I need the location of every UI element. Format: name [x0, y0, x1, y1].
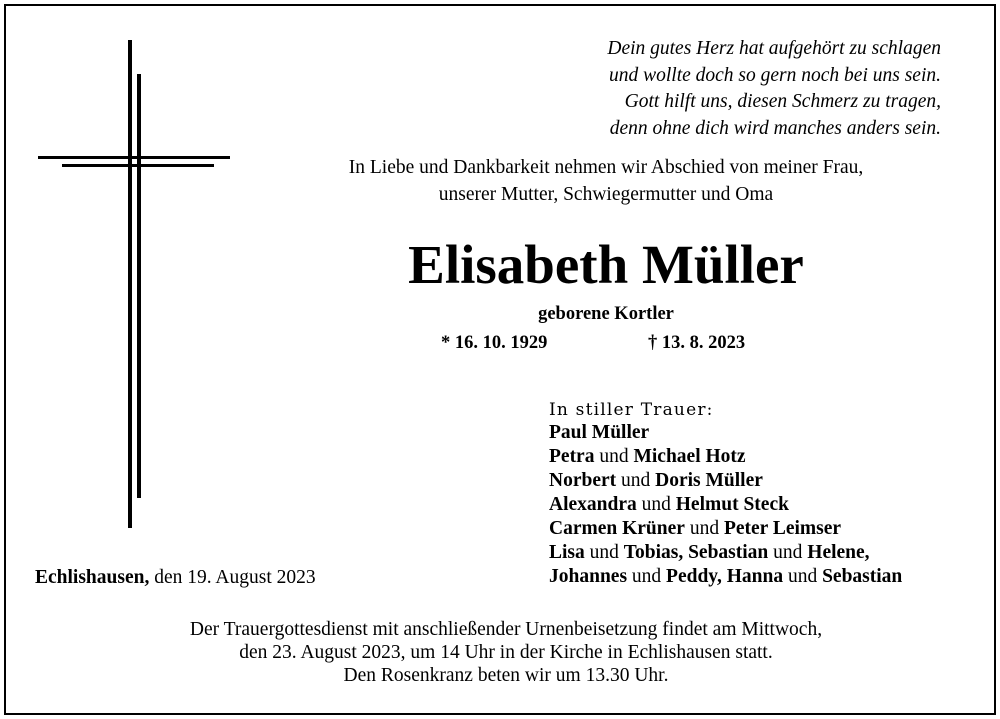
intro-line: In Liebe und Dankbarkeit nehmen wir Abschied von meiner Frau, — [348, 157, 864, 178]
mourner-name: Sebastian — [822, 566, 903, 587]
poem-line: Gott hilft uns, diesen Schmerz zu tragen, — [624, 91, 941, 112]
service-line: den 23. August 2023, um 14 Uhr in der Kirche in Echlishausen statt. — [239, 642, 773, 663]
mourner-name: Lisa — [549, 542, 585, 563]
poem-line: und wollte doch so gern noch bei uns sein. — [608, 64, 941, 86]
mourner-line — [549, 517, 902, 541]
mourner-name: Alexandra — [549, 494, 637, 515]
mourner-name: Doris Müller — [655, 470, 763, 491]
connector-text: und — [684, 518, 724, 539]
mourner-name: Helene, — [807, 542, 870, 563]
connector-text: und — [768, 542, 808, 563]
death-date: † 13. 8. 2023 — [648, 333, 746, 353]
mourner-name: Johannes — [549, 566, 628, 587]
intro-text — [246, 154, 966, 208]
cross-beam-vertical-2 — [137, 74, 141, 498]
place-name: Echlishausen, — [35, 567, 150, 588]
mourner-name: Tobias, Sebastian — [623, 542, 769, 563]
mourners-list — [549, 421, 902, 589]
service-info — [66, 618, 946, 687]
mourner-line — [549, 445, 902, 469]
poem-line: denn ohne dich wird manches anders sein. — [609, 117, 941, 139]
cross-beam-horizontal-1 — [38, 156, 230, 159]
place-date — [35, 566, 316, 590]
mourner-line — [549, 565, 902, 589]
mourner-name: Carmen Krüner — [549, 518, 685, 539]
birth-date: * 16. 10. 1929 — [441, 333, 548, 353]
service-line: Der Trauergottesdienst mit anschließender Urnenbeisetzung findet am Mittwoch, — [189, 619, 823, 640]
cross-beam-vertical-1 — [128, 40, 132, 528]
connector-text: und — [783, 566, 823, 587]
obituary-notice — [4, 4, 996, 715]
cross-beam-horizontal-2 — [62, 164, 214, 167]
poem — [546, 36, 941, 142]
maiden-name: geborene Kortler — [538, 304, 674, 324]
mourner-line — [549, 421, 902, 445]
mourner-line — [549, 541, 902, 565]
intro-line: unserer Mutter, Schwiegermutter und Oma — [438, 184, 774, 205]
deceased-name: Elisabeth Müller — [408, 234, 804, 295]
connector-text: und — [584, 542, 624, 563]
poem-line: Dein gutes Herz hat aufgehört zu schlagen — [607, 38, 941, 59]
connector-text: und — [594, 446, 634, 467]
mourner-name: Petra — [549, 446, 595, 467]
mourner-line — [549, 469, 902, 493]
connector-text: und — [616, 470, 656, 491]
mourners-heading: In stiller Trauer: — [549, 400, 714, 420]
mourner-name: Michael Hotz — [633, 446, 746, 467]
mourner-name: Peddy, Hanna — [666, 566, 784, 587]
mourner-name: Norbert — [549, 470, 617, 491]
mourner-line — [549, 493, 902, 517]
service-line: Den Rosenkranz beten wir um 13.30 Uhr. — [343, 665, 669, 686]
mourner-name: Helmut Steck — [675, 494, 789, 515]
connector-text: und — [627, 566, 667, 587]
mourner-name: Paul Müller — [549, 422, 650, 443]
notice-date: den 19. August 2023 — [149, 567, 316, 588]
mourner-name: Peter Leimser — [723, 518, 842, 539]
connector-text: und — [636, 494, 676, 515]
